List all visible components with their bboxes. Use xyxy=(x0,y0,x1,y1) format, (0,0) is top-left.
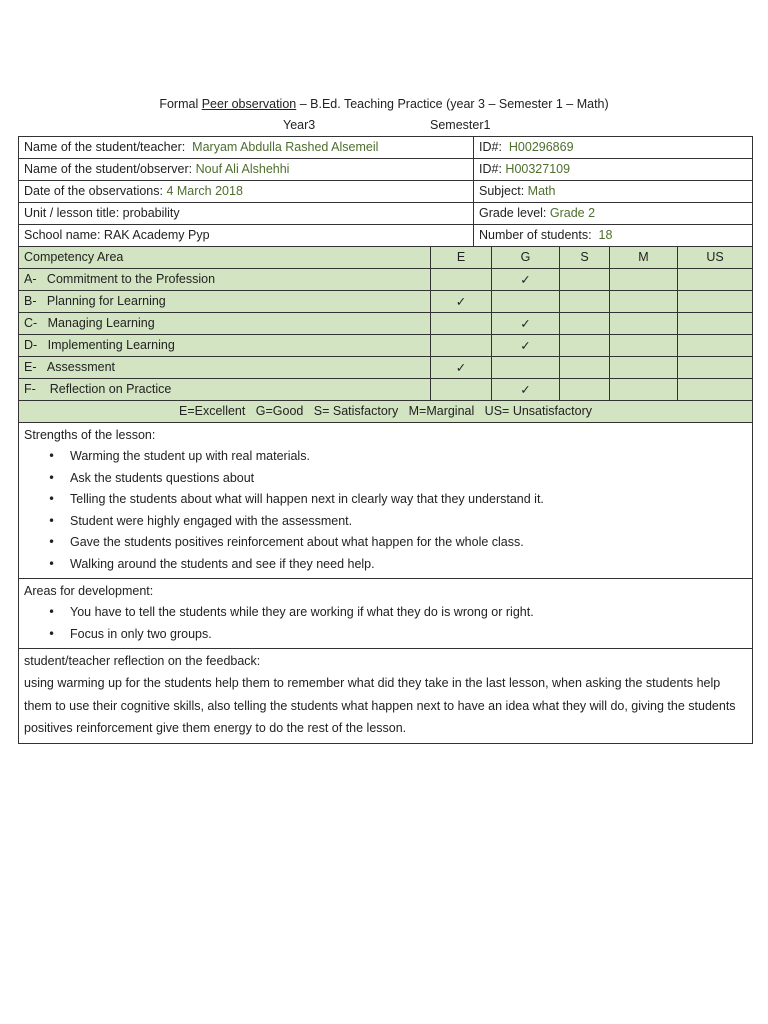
date-label: Date of the observations: xyxy=(24,184,163,198)
list-item: • Focus in only two groups. xyxy=(24,624,747,646)
observation-form-table xyxy=(18,136,753,744)
competency-name: Managing Learning xyxy=(47,316,155,330)
list-item: • Walking around the students and see if they need help. xyxy=(24,554,747,576)
reflection-heading: student/teacher reflection on the feedback: xyxy=(24,654,261,668)
rating-cell-us xyxy=(678,291,753,313)
check-mark-icon: ✓ xyxy=(520,316,531,331)
competency-name-cell xyxy=(19,291,431,313)
col-header-us: US xyxy=(678,247,753,269)
development-list xyxy=(24,602,747,645)
id2-label: ID#: xyxy=(479,162,502,176)
info-row-unit xyxy=(19,203,753,225)
rating-cell-us xyxy=(678,335,753,357)
competency-row xyxy=(19,335,753,357)
competency-header: Competency Area xyxy=(19,247,431,269)
list-item: • Gave the students positives reinforcement about what happen for the whole class. xyxy=(24,532,747,554)
check-mark-icon: ✓ xyxy=(520,272,531,287)
rating-cell-m xyxy=(610,269,678,291)
competency-letter: C- xyxy=(24,316,38,330)
col-header-s: S xyxy=(560,247,610,269)
title-suffix: – B.Ed. Teaching Practice (year 3 – Semester 1 – Math) xyxy=(296,97,609,111)
col-header-m: M xyxy=(610,247,678,269)
competency-name-cell xyxy=(19,357,431,379)
development-row xyxy=(19,579,753,649)
check-mark-icon: ✓ xyxy=(520,338,531,353)
rating-cell-us xyxy=(678,313,753,335)
reflection-text: using warming up for the students help them to remember what did they take in the last lesson, when asking the students help them to use their cognitive skills, also telling the students what happen next to have an idea what they will do, giving the students positives reinforcement give them energy to do the rest of the lesson. xyxy=(24,676,736,735)
list-item: • You have to tell the students while they are working if what they do is wrong or right. xyxy=(24,602,747,624)
observer-value: Nouf Ali Alshehhi xyxy=(195,162,290,176)
rating-cell-us xyxy=(678,269,753,291)
rating-cell-us xyxy=(678,357,753,379)
subject-value: Math xyxy=(527,184,556,198)
grade-value: Grade 2 xyxy=(549,206,596,220)
date-cell xyxy=(19,181,474,203)
rating-cell-g xyxy=(492,313,560,335)
rating-cell-s xyxy=(560,313,610,335)
competency-name-cell xyxy=(19,269,431,291)
strengths-list xyxy=(24,446,747,575)
development-heading: Areas for development: xyxy=(24,584,154,598)
competency-row xyxy=(19,291,753,313)
competency-letter: D- xyxy=(24,338,38,352)
list-item: • Warming the student up with real materials. xyxy=(24,446,747,468)
school-label: School name: xyxy=(24,228,101,242)
competency-letter: E- xyxy=(24,360,37,374)
competency-header-row xyxy=(19,247,753,269)
rating-cell-g xyxy=(492,379,560,401)
competency-name-cell xyxy=(19,379,431,401)
id1-cell xyxy=(474,137,753,159)
rating-cell-m xyxy=(610,335,678,357)
students-cell xyxy=(474,225,753,247)
semester-label: Semester1 xyxy=(430,118,491,132)
unit-label: Unit / lesson title: xyxy=(24,206,120,220)
rating-cell-e xyxy=(431,269,492,291)
rating-cell-m xyxy=(610,379,678,401)
id1-label: ID#: xyxy=(479,140,502,154)
strengths-heading: Strengths of the lesson: xyxy=(24,428,156,442)
title-prefix: Formal xyxy=(159,97,202,111)
rating-cell-g xyxy=(492,269,560,291)
rating-cell-e xyxy=(431,335,492,357)
rating-cell-s xyxy=(560,379,610,401)
rating-cell-us xyxy=(678,379,753,401)
student-teacher-label: Name of the student/teacher: xyxy=(24,140,186,154)
rating-legend-row xyxy=(19,401,753,423)
student-teacher-cell xyxy=(19,137,474,159)
rating-cell-m xyxy=(610,291,678,313)
id2-cell xyxy=(474,159,753,181)
list-item: • Student were highly engaged with the assessment. xyxy=(24,511,747,533)
competency-letter: F- xyxy=(24,382,36,396)
rating-cell-m xyxy=(610,313,678,335)
students-label: Number of students: xyxy=(479,228,592,242)
strengths-section xyxy=(19,423,753,579)
competency-name: Reflection on Practice xyxy=(49,382,172,396)
development-section xyxy=(19,579,753,649)
rating-cell-e xyxy=(431,313,492,335)
rating-cell-s xyxy=(560,269,610,291)
competency-name: Assessment xyxy=(46,360,116,374)
school-cell xyxy=(19,225,474,247)
rating-cell-m xyxy=(610,357,678,379)
unit-cell xyxy=(19,203,474,225)
check-mark-icon: ✓ xyxy=(455,294,467,309)
reflection-section xyxy=(19,649,753,744)
rating-cell-g xyxy=(492,335,560,357)
info-row-student-teacher xyxy=(19,137,753,159)
col-header-e: E xyxy=(431,247,492,269)
competency-row xyxy=(19,313,753,335)
check-mark-icon: ✓ xyxy=(520,382,531,397)
competency-name-cell xyxy=(19,313,431,335)
grade-label: Grade level: xyxy=(479,206,547,220)
competency-letter: B- xyxy=(24,294,37,308)
competency-row xyxy=(19,357,753,379)
rating-cell-s xyxy=(560,291,610,313)
rating-cell-g xyxy=(492,291,560,313)
list-item: • Telling the students about what will happen next in clearly way that they understand it. xyxy=(24,489,747,511)
info-row-date xyxy=(19,181,753,203)
rating-legend: E=Excellent G=Good S= Satisfactory M=Marginal US= Unsatisfactory xyxy=(19,401,753,423)
rating-cell-s xyxy=(560,335,610,357)
competency-name: Commitment to the Profession xyxy=(46,272,216,286)
competency-row xyxy=(19,269,753,291)
reflection-row xyxy=(19,649,753,744)
grade-cell xyxy=(474,203,753,225)
info-row-observer xyxy=(19,159,753,181)
rating-cell-g xyxy=(492,357,560,379)
check-mark-icon: ✓ xyxy=(455,360,467,375)
form-title xyxy=(0,95,768,113)
id1-value: H00296869 xyxy=(508,140,574,154)
list-item: • Ask the students questions about xyxy=(24,468,747,490)
subject-cell xyxy=(474,181,753,203)
competency-letter: A- xyxy=(24,272,37,286)
info-row-school xyxy=(19,225,753,247)
title-underlined: Peer observation xyxy=(201,97,297,111)
rating-cell-e xyxy=(431,379,492,401)
date-value: 4 March 2018 xyxy=(166,184,243,198)
observer-cell xyxy=(19,159,474,181)
competency-row xyxy=(19,379,753,401)
school-value: RAK Academy Pyp xyxy=(103,228,210,242)
unit-value: probability xyxy=(122,206,180,220)
rating-cell-e xyxy=(431,357,492,379)
col-header-g: G xyxy=(492,247,560,269)
students-value: 18 xyxy=(598,228,613,242)
strengths-row xyxy=(19,423,753,579)
rating-cell-e xyxy=(431,291,492,313)
student-teacher-value: Maryam Abdulla Rashed Alsemeil xyxy=(192,140,379,154)
id2-value: H00327109 xyxy=(505,162,571,176)
competency-name: Planning for Learning xyxy=(46,294,166,308)
subject-label: Subject: xyxy=(479,184,525,198)
competency-name-cell xyxy=(19,335,431,357)
rating-cell-s xyxy=(560,357,610,379)
observer-label: Name of the student/observer: xyxy=(24,162,193,176)
year-label: Year3 xyxy=(283,118,316,132)
competency-name: Implementing Learning xyxy=(47,338,175,352)
